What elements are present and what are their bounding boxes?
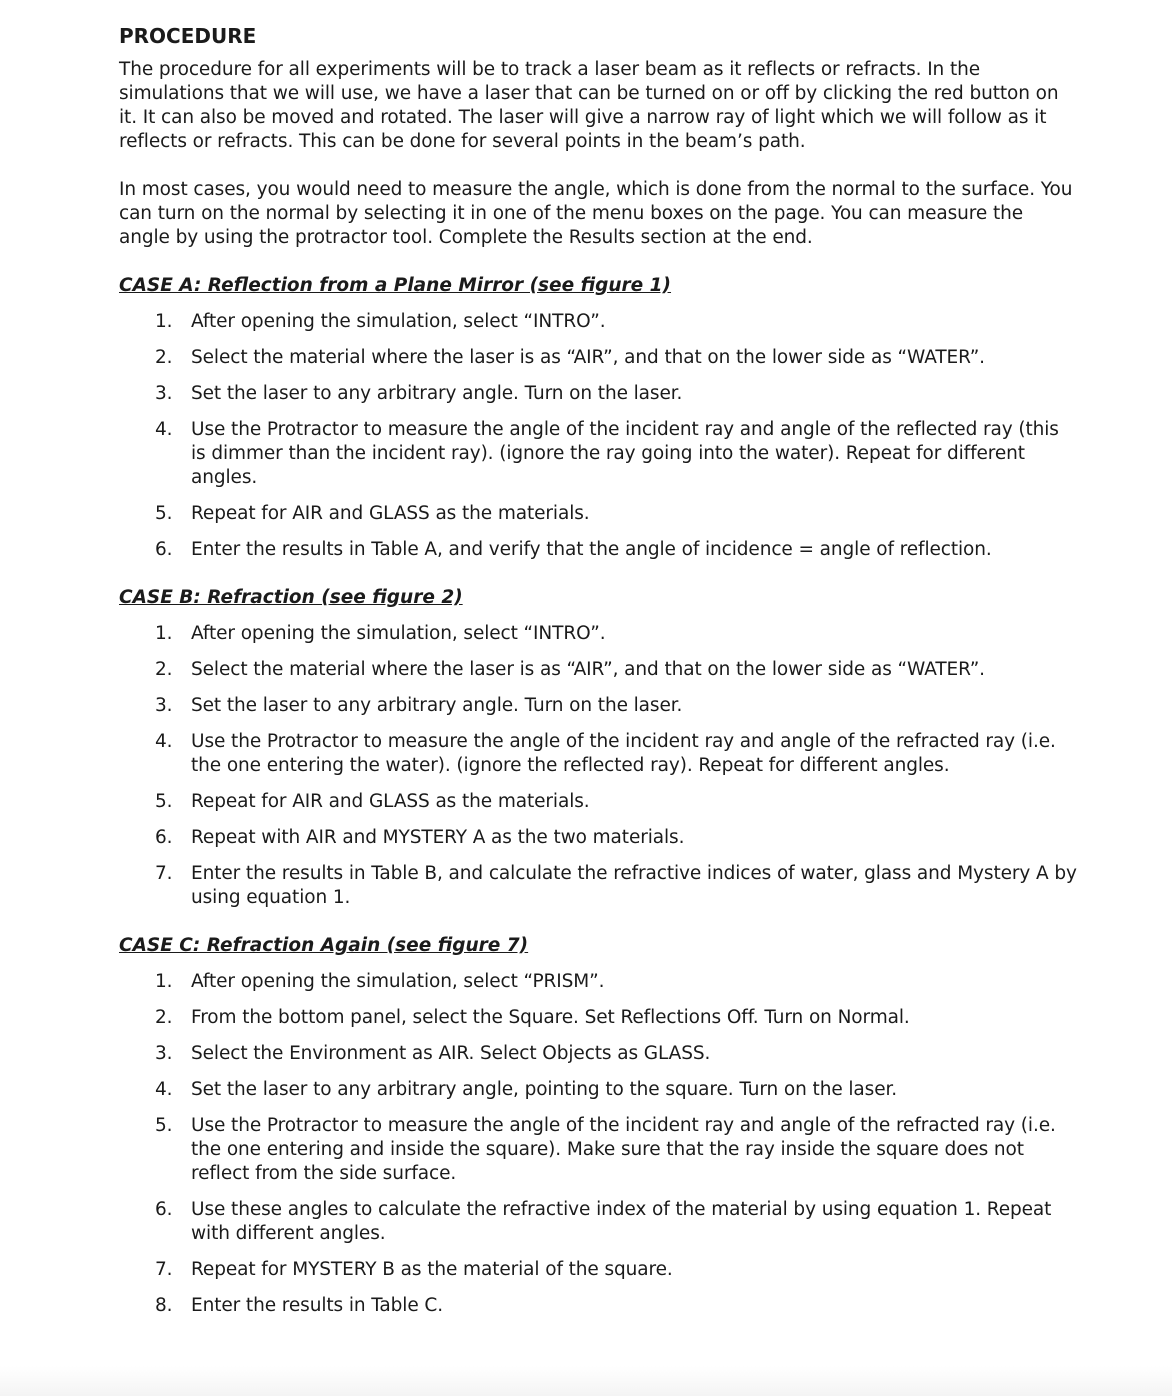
step-text: Enter the results in Table B, and calculate the refractive indices of water, glass and Mystery A by using equation 1. bbox=[191, 863, 1077, 908]
step-list bbox=[119, 622, 1079, 910]
step-text: Select the material where the laser is as “AIR”, and that on the lower side as “WATER”. bbox=[191, 347, 985, 368]
step-item bbox=[119, 1198, 1079, 1246]
step-text: Enter the results in Table A, and verify that the angle of incidence = angle of reflection. bbox=[191, 539, 992, 560]
step-text: Use the Protractor to measure the angle of the incident ray and angle of the reflected ray (this is dimmer than the incident ray). (ignore the ray going into the water). Repeat for different angles. bbox=[191, 419, 1059, 488]
step-item bbox=[119, 862, 1079, 910]
step-item bbox=[119, 1294, 1079, 1318]
step-number: 1. bbox=[155, 311, 173, 332]
step-text: After opening the simulation, select “INTRO”. bbox=[191, 623, 606, 644]
step-text: Select the material where the laser is as “AIR”, and that on the lower side as “WATER”. bbox=[191, 659, 985, 680]
step-item bbox=[119, 1258, 1079, 1282]
step-number: 5. bbox=[155, 503, 173, 524]
step-number: 7. bbox=[155, 1259, 173, 1280]
case-section bbox=[119, 586, 1079, 910]
step-number: 4. bbox=[155, 731, 173, 752]
step-item bbox=[119, 730, 1079, 778]
case-section bbox=[119, 934, 1079, 1318]
step-number: 4. bbox=[155, 1079, 173, 1100]
step-item bbox=[119, 310, 1079, 334]
step-text: Set the laser to any arbitrary angle. Turn on the laser. bbox=[191, 383, 683, 404]
step-text: Use the Protractor to measure the angle of the incident ray and angle of the refracted ray (i.e. the one entering the water). (ignore the reflected ray). Repeat for different angles. bbox=[191, 731, 1056, 776]
step-item bbox=[119, 418, 1079, 490]
case-title: CASE B: Refraction (see figure 2) bbox=[119, 587, 463, 608]
step-number: 3. bbox=[155, 695, 173, 716]
step-number: 3. bbox=[155, 1043, 173, 1064]
step-number: 1. bbox=[155, 971, 173, 992]
step-list bbox=[119, 970, 1079, 1318]
step-number: 2. bbox=[155, 1007, 173, 1028]
step-text: From the bottom panel, select the Square. Set Reflections Off. Turn on Normal. bbox=[191, 1007, 910, 1028]
step-item bbox=[119, 1042, 1079, 1066]
step-number: 6. bbox=[155, 539, 173, 560]
step-item bbox=[119, 538, 1079, 562]
procedure-heading: PROCEDURE bbox=[119, 24, 257, 48]
step-number: 5. bbox=[155, 1115, 173, 1136]
step-item bbox=[119, 1006, 1079, 1030]
step-text: Repeat for MYSTERY B as the material of the square. bbox=[191, 1259, 673, 1280]
step-number: 7. bbox=[155, 863, 173, 884]
step-item bbox=[119, 1114, 1079, 1186]
step-item bbox=[119, 826, 1079, 850]
step-text: Repeat for AIR and GLASS as the materials. bbox=[191, 503, 590, 524]
step-number: 8. bbox=[155, 1295, 173, 1316]
step-number: 1. bbox=[155, 623, 173, 644]
step-text: Select the Environment as AIR. Select Objects as GLASS. bbox=[191, 1043, 711, 1064]
step-number: 2. bbox=[155, 659, 173, 680]
step-item bbox=[119, 790, 1079, 814]
step-list bbox=[119, 310, 1079, 562]
document-page bbox=[119, 22, 1079, 1342]
case-title: CASE A: Reflection from a Plane Mirror (see figure 1) bbox=[119, 275, 672, 296]
step-text: Set the laser to any arbitrary angle. Turn on the laser. bbox=[191, 695, 683, 716]
step-item bbox=[119, 382, 1079, 406]
step-item bbox=[119, 502, 1079, 526]
step-number: 6. bbox=[155, 1199, 173, 1220]
case-section bbox=[119, 274, 1079, 562]
page-bottom-edge bbox=[0, 1366, 1172, 1396]
step-text: After opening the simulation, select “PRISM”. bbox=[191, 971, 605, 992]
cases-container bbox=[119, 274, 1079, 1318]
case-title: CASE C: Refraction Again (see figure 7) bbox=[119, 935, 529, 956]
step-text: Repeat with AIR and MYSTERY A as the two materials. bbox=[191, 827, 685, 848]
step-item bbox=[119, 970, 1079, 994]
step-number: 4. bbox=[155, 419, 173, 440]
step-item bbox=[119, 694, 1079, 718]
intro-paragraph-1: The procedure for all experiments will be to track a laser beam as it reflects or refracts. In the simulations that we will use, we have a laser that can be turned on or off by clicking the red button on it. It can also be moved and rotated. The laser will give a narrow ray of light which we will follow as it reflects or refracts. This can be done for several points in the beam’s path. bbox=[119, 59, 1059, 152]
step-item bbox=[119, 622, 1079, 646]
intro-paragraph-2: In most cases, you would need to measure the angle, which is done from the normal to the surface. You can turn on the normal by selecting it in one of the menu boxes on the page. You can measure the angle by using the protractor tool. Complete the Results section at the end. bbox=[119, 179, 1073, 248]
step-number: 6. bbox=[155, 827, 173, 848]
step-text: Use the Protractor to measure the angle of the incident ray and angle of the refracted ray (i.e. the one entering and inside the square). Make sure that the ray inside the square does not reflect from the side surface. bbox=[191, 1115, 1056, 1184]
step-text: Use these angles to calculate the refractive index of the material by using equation 1. Repeat with different angles. bbox=[191, 1199, 1052, 1244]
step-text: Set the laser to any arbitrary angle, pointing to the square. Turn on the laser. bbox=[191, 1079, 898, 1100]
step-text: Repeat for AIR and GLASS as the materials. bbox=[191, 791, 590, 812]
step-number: 3. bbox=[155, 383, 173, 404]
step-item bbox=[119, 1078, 1079, 1102]
step-text: Enter the results in Table C. bbox=[191, 1295, 443, 1316]
step-number: 5. bbox=[155, 791, 173, 812]
step-number: 2. bbox=[155, 347, 173, 368]
step-item bbox=[119, 658, 1079, 682]
step-text: After opening the simulation, select “INTRO”. bbox=[191, 311, 606, 332]
step-item bbox=[119, 346, 1079, 370]
